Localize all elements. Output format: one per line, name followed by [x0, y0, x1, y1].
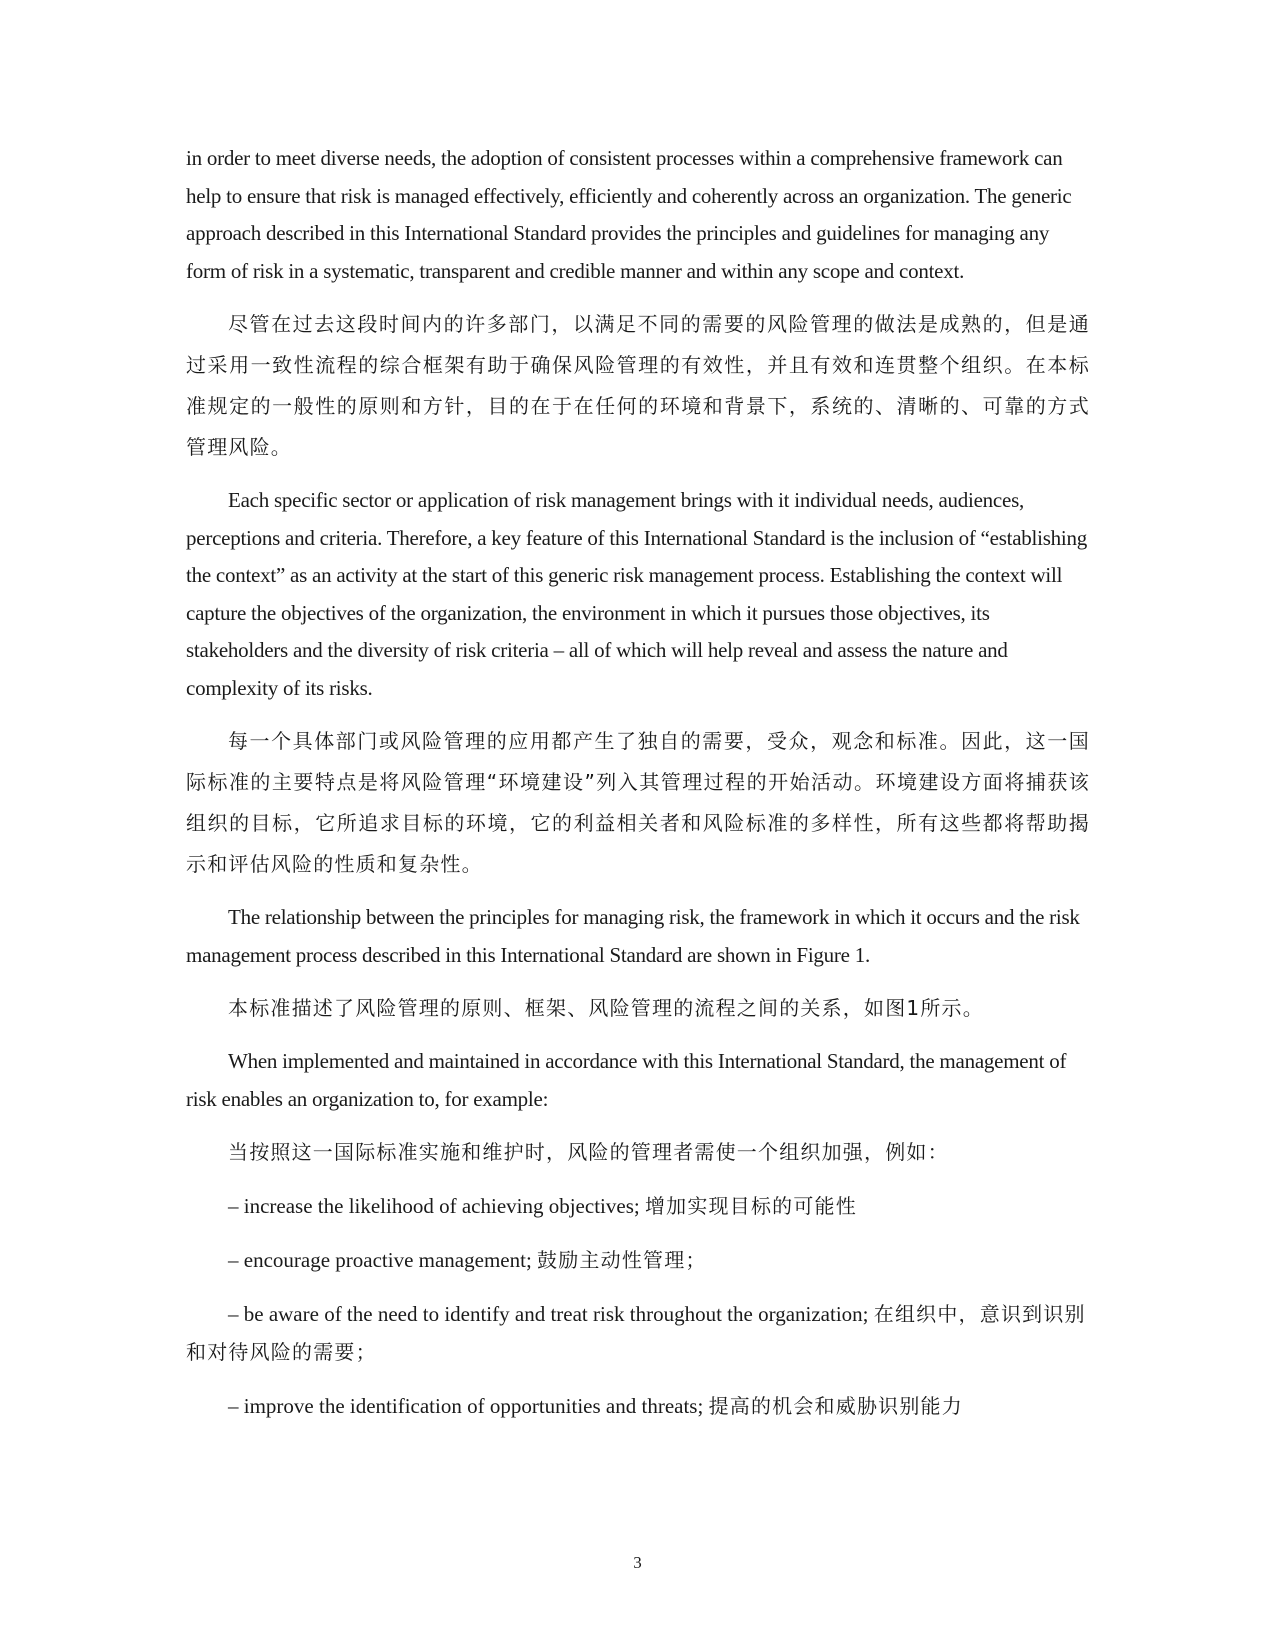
- document-body: [186, 140, 1090, 1441]
- list-item-en: – be aware of the need to identify and treat risk throughout the organization;: [228, 1302, 869, 1326]
- page-number: 3: [633, 1553, 642, 1572]
- paragraph-context: Each specific sector or application of risk management brings with it individual needs, audiences, perceptions and criteria. Therefore, a key feature of this International Standard is the inclusion of “establishing the context” as an activity at the start of this generic risk management process. Establishing the context will capture the objectives of the organization, the environment in which it pursues those objectives, its stakeholders and the diversity of risk criteria – all of which will help reveal and assess the nature and complexity of its risks.: [186, 488, 1087, 700]
- list-item: [186, 1295, 1090, 1371]
- paragraph-benefits-intro-chinese: 当按照这一国际标准实施和维护时，风险的管理者需使一个组织加强，例如：: [228, 1140, 949, 1164]
- paragraph-benefits-intro: When implemented and maintained in accordance with this International Standard, the management of risk enables an organization to, for example:: [186, 1049, 1067, 1111]
- paragraph-intro-continued: in order to meet diverse needs, the adoption of consistent processes within a comprehensive framework can help to ensure that risk is managed effectively, efficiently and coherently across an organization. The generic approach described in this International Standard provides the principles and guidelines for managing any form of risk in a systematic, transparent and credible manner and within any scope and context.: [186, 146, 1072, 283]
- list-item-en: – increase the likelihood of achieving objectives;: [228, 1194, 640, 1218]
- paragraph-intro-chinese: 尽管在过去这段时间内的许多部门，以满足不同的需要的风险管理的做法是成熟的，但是通过采用一致性流程的综合框架有助于确保风险管理的有效性，并且有效和连贯整个组织。在本标准规定的一般性的原则和方针，目的在于在任何的环境和背景下，系统的、清晰的、可靠的方式管理风险。: [186, 312, 1090, 459]
- paragraph-relationship-chinese: 本标准描述了风险管理的原则、框架、风险管理的流程之间的关系，如图1所示。: [228, 996, 984, 1020]
- list-item-zh: 在组织中，意识到识别和对待风险的需要；: [186, 1302, 1086, 1364]
- list-item: [186, 1241, 1090, 1279]
- list-item: [186, 1187, 1090, 1225]
- list-item-en: – improve the identification of opportunities and threats;: [228, 1394, 704, 1418]
- paragraph-context-chinese: 每一个具体部门或风险管理的应用都产生了独自的需要，受众，观念和标准。因此，这一国际标准的主要特点是将风险管理“环境建设”列入其管理过程的开始活动。环境建设方面将捕获该组织的目标，它所追求目标的环境，它的利益相关者和风险标准的多样性，所有这些都将帮助揭示和评估风险的性质和复杂性。: [186, 729, 1090, 876]
- list-item-zh: 增加实现目标的可能性: [644, 1194, 857, 1218]
- list-item-zh: 鼓励主动性管理；: [537, 1248, 707, 1272]
- list-item-zh: 提高的机会和威胁识别能力: [708, 1394, 963, 1418]
- paragraph-relationship: The relationship between the principles for managing risk, the framework in which it occurs and the risk management process described in this International Standard are shown in Figure 1.: [186, 905, 1080, 967]
- list-item-en: – encourage proactive management;: [228, 1248, 532, 1272]
- list-item: [186, 1387, 1090, 1425]
